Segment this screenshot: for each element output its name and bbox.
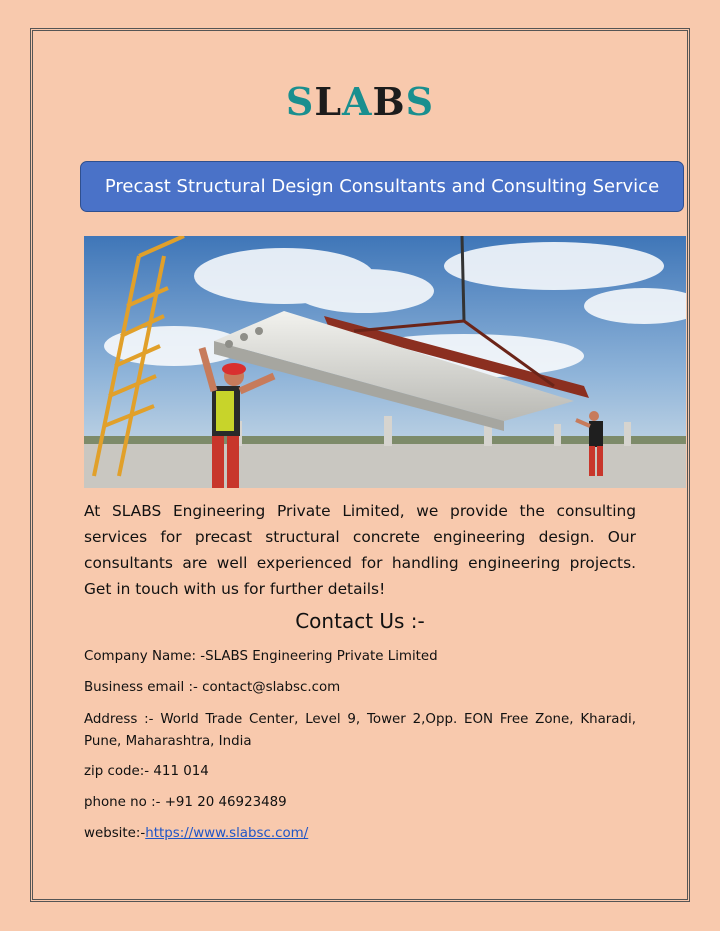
- zip-code: zip code:- 411 014: [84, 764, 209, 779]
- intro-paragraph: At SLABS Engineering Private Limited, we provide the consulting services for precast structural concrete engineering design. Our consultants are well experienced for handling engineering projects. Get in touch with us for further details!: [84, 502, 636, 598]
- title-banner: Precast Structural Design Consultants and Consulting Service: [80, 161, 684, 212]
- logo-letter-a: A: [342, 79, 373, 124]
- address: Address :- World Trade Center, Level 9, Tower 2,Opp. EON Free Zone, Kharadi, Pune, Maharashtra, India: [84, 712, 636, 749]
- contact-heading: Contact Us :-: [295, 609, 425, 633]
- company-name: Company Name: -SLABS Engineering Private Limited: [84, 649, 438, 664]
- logo-letter-s2: S: [405, 79, 435, 124]
- website-link[interactable]: https://www.slabsc.com/: [145, 826, 309, 841]
- slabs-logo: [0, 78, 720, 126]
- logo-letter-s: S: [285, 79, 315, 124]
- logo-letter-b: B: [372, 79, 406, 124]
- logo-letter-l: L: [314, 79, 343, 124]
- website-label: website:-: [84, 826, 146, 841]
- business-email: Business email :- contact@slabsc.com: [84, 680, 341, 695]
- website-line: [84, 823, 636, 845]
- phone-number: phone no :- +91 20 46923489: [84, 795, 287, 810]
- construction-photo: [84, 236, 686, 488]
